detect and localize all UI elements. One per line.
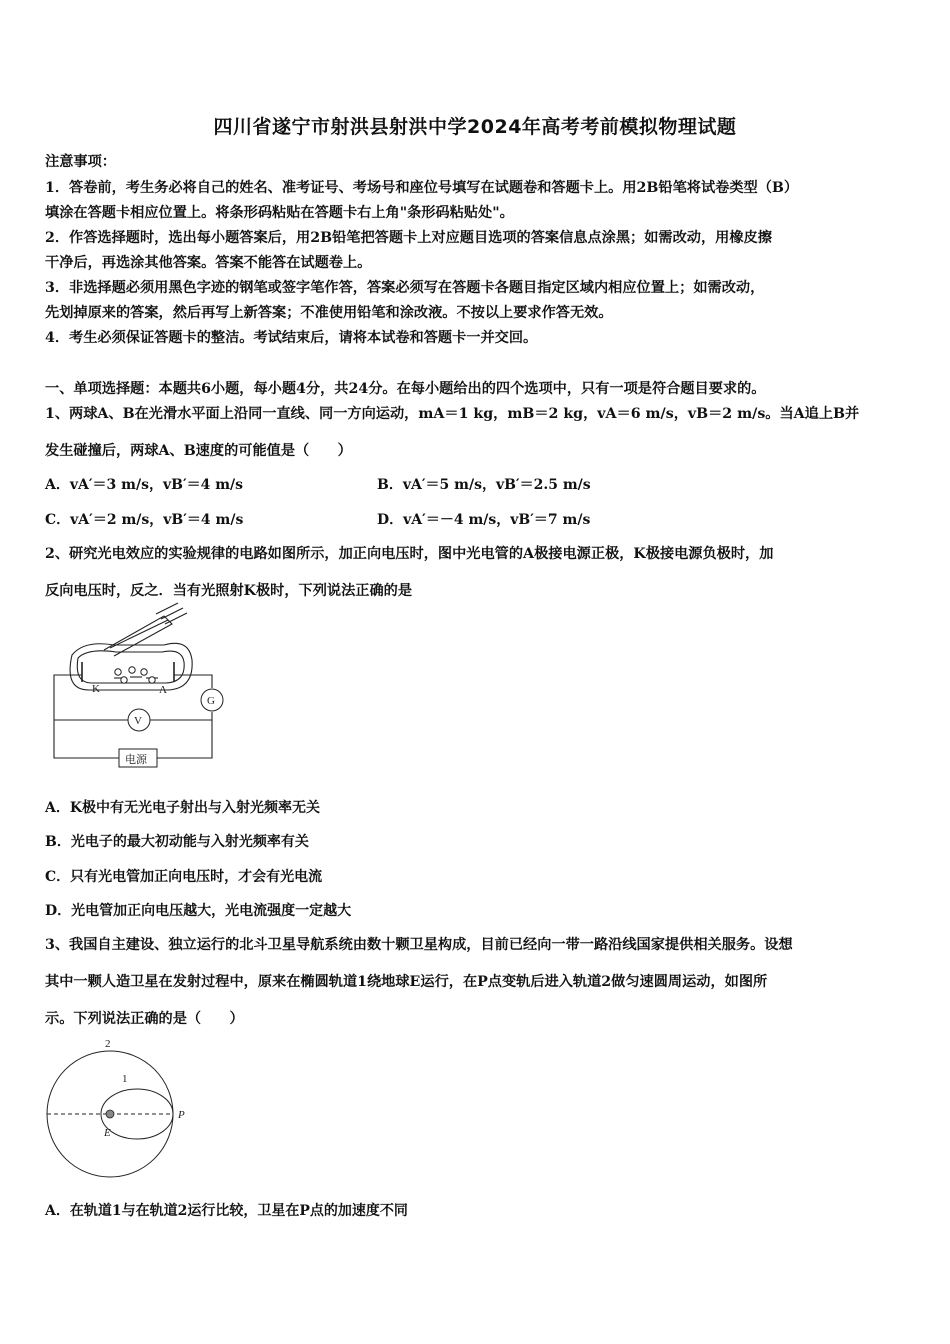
q1-stem-line2: 发生碰撞后，两球A、B速度的可能值是（ ）	[45, 443, 352, 459]
q3-stem-line1: 3、我国自主建设、独立运行的北斗卫星导航系统由数十颗卫星构成，目前已经向一带一路沿线国家提供相关服务。设想	[45, 937, 793, 953]
photoelectric-circuit-diagram	[44, 600, 234, 780]
q3-stem-line2: 其中一颗人造卫星在发射过程中，原来在椭圆轨道1绕地球E运行，在P点变轨后进入轨道2做匀速圆周运动，如图所	[45, 974, 768, 990]
cathode-label: K	[92, 683, 100, 695]
q1-option-a: A．vA′＝3 m/s，vB′＝4 m/s	[45, 477, 244, 493]
q2-option-d: D．光电管加正向电压越大，光电流强度一定越大	[45, 903, 352, 919]
q1-option-c: C．vA′＝2 m/s，vB′＝4 m/s	[45, 512, 244, 528]
q3-stem-line3: 示。下列说法正确的是（ ）	[45, 1011, 244, 1027]
notice-line: 先划掉原来的答案，然后再写上新答案；不准使用铅笔和涂改液。不按以上要求作答无效。	[45, 305, 613, 321]
q1-option-d: D．vA′＝－4 m/s，vB′＝7 m/s	[377, 512, 591, 528]
orbit-1-label: 1	[122, 1073, 128, 1085]
page-title: 四川省遂宁市射洪县射洪中学2024年高考考前模拟物理试题	[213, 116, 737, 138]
orbit-2-label: 2	[105, 1038, 111, 1050]
point-p-label: P	[178, 1109, 185, 1121]
q1-stem-line1: 1、两球A、B在光滑水平面上沿同一直线、同一方向运动，mA＝1 kg，mB＝2 kg，vA＝6 m/s，vB＝2 m/s。当A追上B并	[45, 406, 860, 422]
anode-label: A	[159, 684, 167, 696]
notice-line: 3．非选择题必须用黑色字迹的钢笔或签字笔作答，答案必须写在答题卡各题目指定区域内相应位置上；如需改动，	[45, 280, 765, 296]
q2-option-a: A．K极中有无光电子射出与入射光频率无关	[45, 800, 321, 816]
power-source-label: 电源	[125, 753, 147, 766]
notice-line: 填涂在答题卡相应位置上。将条形码粘贴在答题卡右上角"条形码粘贴处"。	[45, 205, 514, 221]
q3-option-a: A．在轨道1与在轨道2运行比较，卫星在P点的加速度不同	[45, 1203, 408, 1219]
q2-option-c: C．只有光电管加正向电压时，才会有光电流	[45, 869, 323, 885]
section-heading: 一、单项选择题：本题共6小题，每小题4分，共24分。在每小题给出的四个选项中，只有一项是符合题目要求的。	[45, 381, 766, 397]
voltmeter-label: V	[134, 715, 142, 727]
q1-option-b: B．vA′＝5 m/s，vB′＝2.5 m/s	[377, 477, 591, 493]
q2-option-b: B．光电子的最大初动能与入射光频率有关	[45, 834, 309, 850]
galvanometer-label: G	[207, 695, 215, 707]
notice-line: 2．作答选择题时，选出每小题答案后，用2B铅笔把答题卡上对应题目选项的答案信息点涂黑；如需改动，用橡皮擦	[45, 230, 772, 246]
notice-line: 4．考生必须保证答题卡的整洁。考试结束后，请将本试卷和答题卡一并交回。	[45, 330, 538, 346]
notice-line: 干净后，再选涂其他答案。答案不能答在试题卷上。	[45, 255, 372, 271]
satellite-orbit-diagram	[40, 1034, 200, 1184]
q2-stem-line1: 2、研究光电效应的实验规律的电路如图所示，加正向电压时，图中光电管的A极接电源正极，K极接电源负极时，加	[45, 546, 774, 562]
notice-line: 1．答卷前，考生务必将自己的姓名、准考证号、考场号和座位号填写在试题卷和答题卡上。用2B铅笔将试卷类型（B）	[45, 180, 799, 196]
q2-stem-line2: 反向电压时，反之．当有光照射K极时，下列说法正确的是	[45, 583, 413, 599]
earth-label: E	[104, 1127, 111, 1139]
notice-heading: 注意事项：	[45, 154, 116, 170]
